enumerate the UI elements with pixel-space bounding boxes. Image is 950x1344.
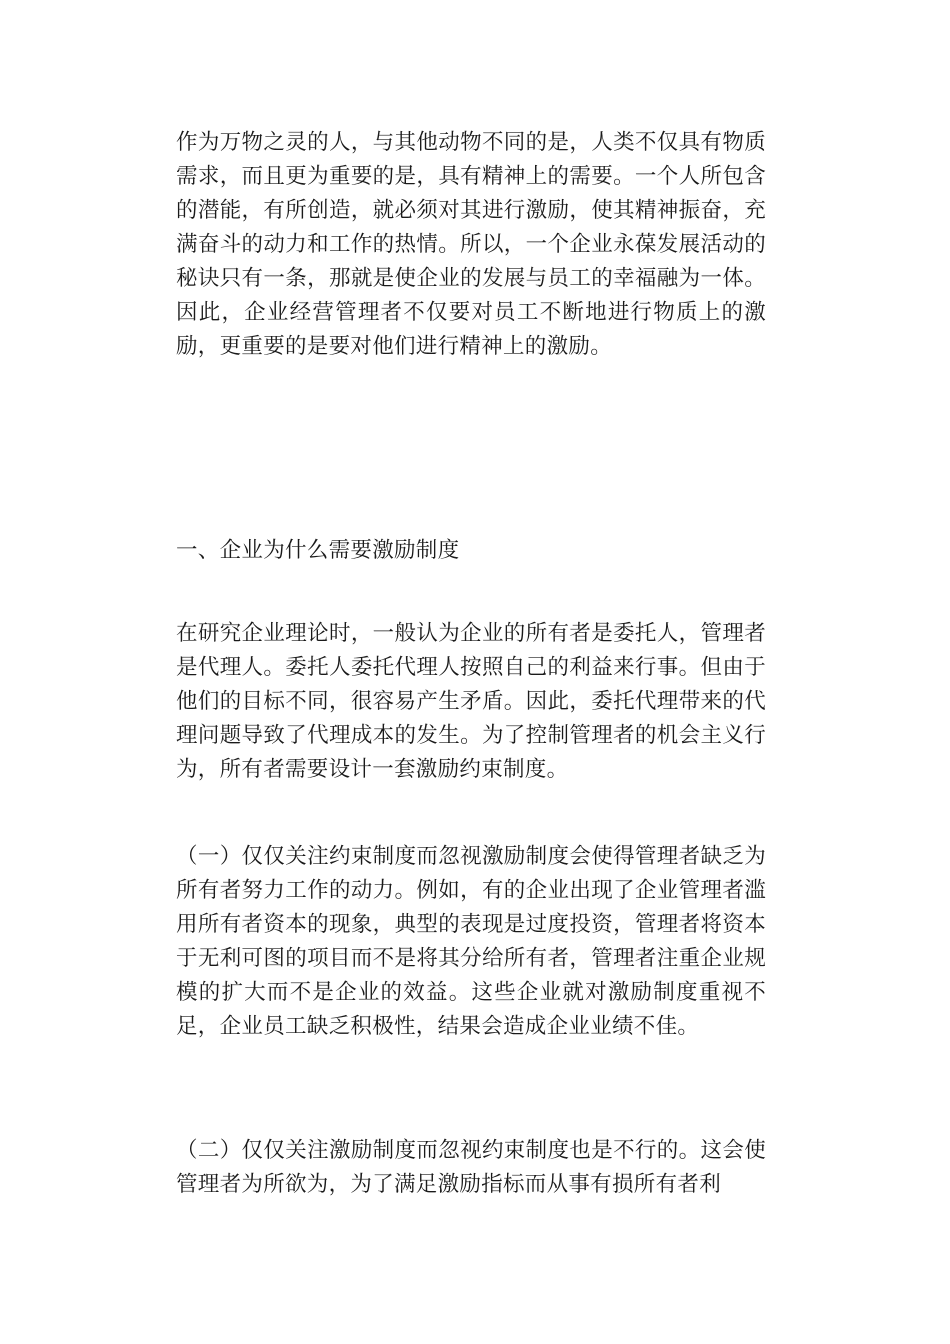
point-one-paragraph: （一）仅仅关注约束制度而忽视激励制度会使得管理者缺乏为所有者努力工作的动力。例如，有的企业出现了企业管理者滥用所有者资本的现象，典型的表现是过度投资，管理者将资本于无利可图的项目而不是将其分给所有者，管理者注重企业规模的扩大而不是企业的效益。这些企业就对激励制度重视不足，企业员工缺乏积极性，结果会造成企业业绩不佳。 bbox=[176, 844, 766, 1039]
intro-paragraph: 作为万物之灵的人，与其他动物不同的是，人类不仅具有物质需求，而且更为重要的是，具有精神上的需要。一个人所包含的潜能，有所创造，就必须对其进行激励，使其精神振奋，充满奋斗的动力和工作的热情。所以，一个企业永葆发展活动的秘诀只有一条，那就是使企业的发展与员工的幸福融为一体。因此，企业经营管理者不仅要对员工不断地进行物质上的激励，更重要的是要对他们进行精神上的激励。 bbox=[176, 130, 766, 359]
theory-paragraph: 在研究企业理论时，一般认为企业的所有者是委托人，管理者是代理人。委托人委托代理人按照自己的利益来行事。但由于他们的目标不同，很容易产生矛盾。因此，委托代理带来的代理问题导致了代理成本的发生。为了控制管理者的机会主义行为，所有者需要设计一套激励约束制度。 bbox=[176, 621, 766, 782]
point-two-paragraph: （二）仅仅关注激励制度而忽视约束制度也是不行的。这会使管理者为所欲为，为了满足激励指标而从事有损所有者利 bbox=[176, 1138, 766, 1197]
section-heading: 一、企业为什么需要激励制度 bbox=[176, 538, 460, 563]
